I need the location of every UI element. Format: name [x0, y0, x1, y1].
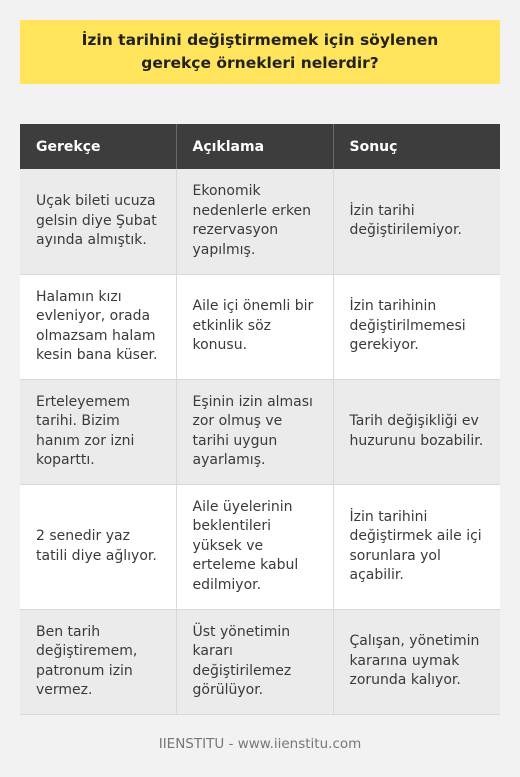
table-cell: İzin tarihi değiştirilemiyor. — [333, 169, 500, 274]
header-gerekce: Gerekçe — [20, 124, 176, 169]
table-cell: Eşinin izin alması zor olmuş ve tarihi uygun ayarlamış. — [176, 379, 333, 484]
header-sonuc: Sonuç — [333, 124, 500, 169]
table-cell: Ben tarih değiştiremem, patronum izin vermez. — [20, 609, 176, 714]
table-cell: Halamın kızı evleniyor, orada olmazsam halam kesin bana küser. — [20, 274, 176, 379]
table-cell: Uçak bileti ucuza gelsin diye Şubat ayında almıştık. — [20, 169, 176, 274]
title-banner — [20, 20, 500, 84]
table-cell: Aile üyelerinin beklentileri yüksek ve erteleme kabul edilmiyor. — [176, 484, 333, 609]
footer-credit: IIENSTITU - www.iienstitu.com — [158, 736, 362, 752]
table-cell: İzin tarihinin değiştirilmemesi gerekiyor. — [333, 274, 500, 379]
header-aciklama: Açıklama — [176, 124, 333, 169]
table-row — [20, 379, 500, 484]
table-cell: Çalışan, yönetimin kararına uymak zorunda kalıyor. — [333, 609, 500, 714]
table-cell: Üst yönetimin kararı değiştirilemez görülüyor. — [176, 609, 333, 714]
reasons-table — [20, 124, 500, 715]
table-cell: Aile içi önemli bir etkinlik söz konusu. — [176, 274, 333, 379]
page-title: İzin tarihini değiştirmemek için söylenen gerekçe örnekleri nelerdir? — [81, 31, 439, 72]
table-row — [20, 609, 500, 714]
table-row — [20, 274, 500, 379]
table-header-row — [20, 124, 500, 169]
table-row — [20, 484, 500, 609]
table-cell: 2 senedir yaz tatili diye ağlıyor. — [20, 484, 176, 609]
table-cell: Erteleyemem tarihi. Bizim hanım zor izni koparttı. — [20, 379, 176, 484]
table-cell: Tarih değişikliği ev huzurunu bozabilir. — [333, 379, 500, 484]
table-cell: İzin tarihini değiştirmek aile içi sorunlara yol açabilir. — [333, 484, 500, 609]
table-cell: Ekonomik nedenlerle erken rezervasyon yapılmış. — [176, 169, 333, 274]
table-row — [20, 169, 500, 274]
